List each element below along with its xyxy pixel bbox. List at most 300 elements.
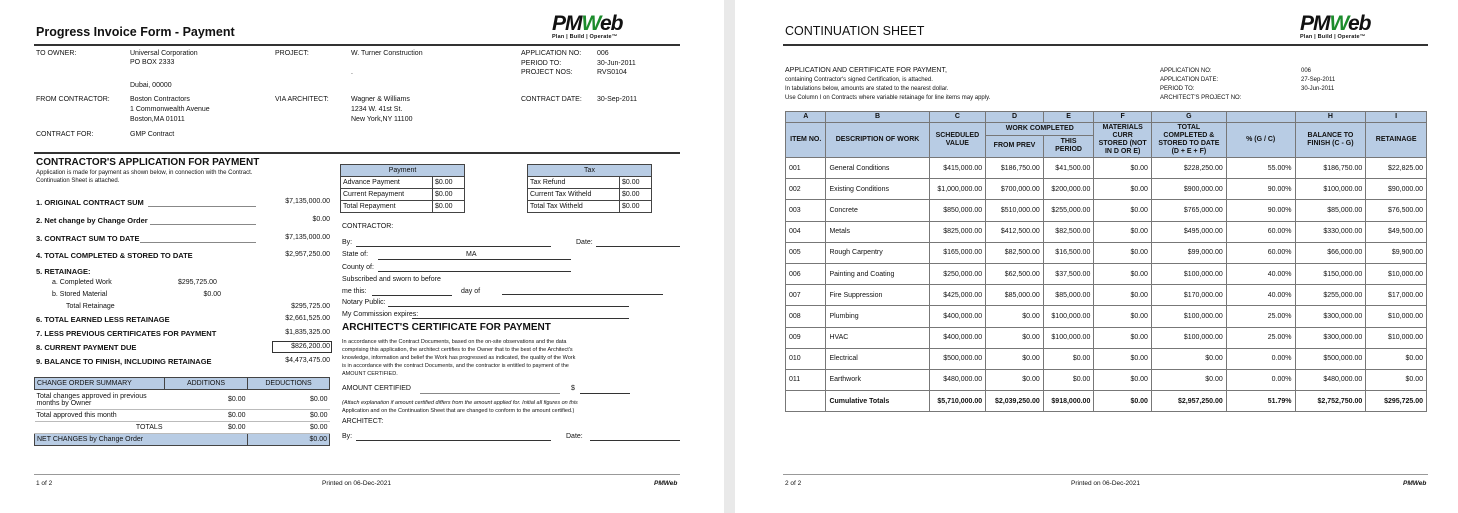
line-current-payment-due: 8. CURRENT PAYMENT DUE [36,343,137,352]
payment-label: Advance Payment [341,177,433,189]
header-balance: BALANCE TO FINISH (C - G) [1295,123,1366,158]
table-cell: $500,000.00 [1295,348,1366,369]
line-original-contract-sum: 1. ORIGINAL CONTRACT SUM [36,198,144,207]
original-contract-sum-value: $7,135,000.00 [285,198,330,205]
table-cell: $16,500.00 [1043,242,1094,263]
payment-table [340,164,465,213]
contractor-line: Boston,MA 01011 [130,116,185,123]
total-earned-value: $2,661,525.00 [285,315,330,322]
header-description: DESCRIPTION OF WORK [826,123,929,158]
leader-line [148,206,256,207]
project-label: PROJECT: [275,50,309,57]
architect-text-line: AMOUNT CERTIFIED. [342,371,398,377]
tax-label: Current Tax Witheld [528,189,620,201]
line-balance-to-finish: 9. BALANCE TO FINISH, INCLUDING RETAINAGE [36,357,212,366]
table-cell: 007 [786,285,826,306]
table-cell: $228,250.00 [1151,158,1226,179]
payment-value: $0.00 [433,201,465,213]
table-cell: 0.00% [1226,369,1295,390]
intro-line: containing Contractor's signed Certification, is attached. [785,77,933,83]
table-cell: $150,000.00 [1295,263,1366,284]
col-letter: D [986,112,1044,123]
table-cell: $9,900.00 [1366,242,1427,263]
footer-page: 1 of 2 [36,480,53,487]
col-letter: B [826,112,929,123]
co-header: ADDITIONS [165,378,248,390]
logo-wordmark: PMWeb [1300,12,1371,35]
table-cell: $85,000.00 [1295,200,1366,221]
logo-tagline: Plan | Build | Operate™ [552,34,618,40]
payment-value: $0.00 [433,177,465,189]
table-cell: $765,000.00 [1151,200,1226,221]
tax-table [527,164,652,213]
table-cell: $2,039,250.00 [986,391,1044,412]
table-cell: 51.79% [1226,391,1295,412]
app-date-label: APPLICATION DATE: [1160,77,1219,83]
project-value: W. Turner Construction [351,50,423,57]
table-row [786,179,1427,200]
intro-line: APPLICATION AND CERTIFICATE FOR PAYMENT, [785,67,947,74]
owner-line: Universal Corporation [130,50,198,57]
table-cell: $1,000,000.00 [929,179,986,200]
table-cell: $85,000.00 [1043,285,1094,306]
co-row-label: TOTALS [35,422,165,434]
header-percent: % (G / C) [1226,123,1295,158]
table-cell: Plumbing [826,306,929,327]
current-payment-due-value: $826,200.00 [291,343,330,350]
header-row [786,123,1427,136]
architect-line: 1234 W. 41st St. [351,106,403,113]
table-cell: $0.00 [1094,327,1152,348]
architect-text-line: comprising this application, the architect certifies to the Owner that to the best of the Architect's [342,347,573,353]
project-nos-label: PROJECT NOS: [521,69,573,76]
co-header: DEDUCTIONS [248,378,330,390]
table-cell: $90,000.00 [1366,179,1427,200]
application-no: 006 [597,50,609,57]
project-dot: . [351,69,353,76]
table-cell: $0.00 [1094,285,1152,306]
table-cell: $0.00 [1094,179,1152,200]
header-divider [783,44,1428,46]
table-row [786,369,1427,390]
tax-value: $0.00 [620,177,652,189]
co-additions: $0.00 [165,422,248,434]
header-divider [34,44,680,46]
table-cell: $900,000.00 [1151,179,1226,200]
table-cell: 001 [786,158,826,179]
col-letter: C [929,112,986,123]
payment-header: Payment [341,165,465,177]
table-cell: 002 [786,179,826,200]
col-letter: H [1295,112,1366,123]
table-cell: $412,500.00 [986,221,1044,242]
col-letter: G [1151,112,1226,123]
state-label: State of: [342,251,369,258]
contract-date-label: CONTRACT DATE: [521,96,582,103]
previous-certificates-value: $1,835,325.00 [285,329,330,336]
table-row [786,221,1427,242]
line-net-change: 2. Net change by Change Order [36,216,148,225]
table-cell: $49,500.00 [1366,221,1427,242]
sworn-label: Subscribed and sworn to before [342,276,441,283]
logo-wordmark: PMWeb [552,12,623,35]
application-intro: Continuation Sheet is attached. [36,178,120,184]
table-row [786,306,1427,327]
table-cell: $99,000.00 [1151,242,1226,263]
pmweb-logo [1300,14,1370,40]
table-cell: $100,000.00 [1043,327,1094,348]
tax-value: $0.00 [620,201,652,213]
period-to-label: PERIOD TO: [521,60,562,67]
table-cell: $495,000.00 [1151,221,1226,242]
table-cell: $0.00 [986,327,1044,348]
app-no: 006 [1301,68,1312,74]
table-cell: $100,000.00 [1295,179,1366,200]
retainage-completed-label: a. Completed Work [52,279,112,286]
co-net-label: NET CHANGES by Change Order [35,434,248,446]
col-letter: F [1094,112,1152,123]
amount-dollar-sign: $ [571,385,575,392]
table-cell: Existing Conditions [826,179,929,200]
table-cell: $255,000.00 [1295,285,1366,306]
table-cell: $0.00 [986,348,1044,369]
table-cell: $300,000.00 [1295,327,1366,348]
co-row [35,390,330,410]
table-cell: $0.00 [1094,263,1152,284]
contractor-sig-label: CONTRACTOR: [342,223,394,230]
table-cell: $0.00 [1094,200,1152,221]
architect-text-line: knowledge, information and belief the Work has progressed as indicated, the quality of the Work [342,355,576,361]
header-item-no: ITEM NO. [786,123,826,158]
table-row [786,263,1427,284]
header-scheduled-value: SCHEDULED VALUE [929,123,986,158]
state-line[interactable] [378,259,571,260]
table-cell: $10,000.00 [1366,263,1427,284]
continuation-table [785,111,1427,412]
table-cell: 009 [786,327,826,348]
period-to: 30-Jun-2011 [1301,86,1335,92]
via-architect-label: VIA ARCHITECT: [275,96,329,103]
table-cell: Painting and Coating [826,263,929,284]
architect-date-line[interactable] [590,440,680,441]
app-date: 27-Sep-2011 [1301,77,1336,83]
table-cell: $0.00 [1094,242,1152,263]
header-materials: MATERIALS CURR STORED (NOT IN D OR E) [1094,123,1152,158]
table-cell: 25.00% [1226,327,1295,348]
table-cell: $82,500.00 [1043,221,1094,242]
tax-label: Total Tax Witheld [528,201,620,213]
table-row [786,285,1427,306]
application-no-label: APPLICATION NO: [521,50,582,57]
table-cell: 60.00% [1226,242,1295,263]
co-row [35,410,330,422]
retainage-stored-value: $0.00 [203,291,221,298]
logo-tagline: Plan | Build | Operate™ [1300,34,1366,40]
table-cell: 005 [786,242,826,263]
table-cell: Electrical [826,348,929,369]
table-cell: $415,000.00 [929,158,986,179]
table-cell: $0.00 [1366,348,1427,369]
architect-date-label: Date: [566,433,583,440]
county-line[interactable] [378,271,571,272]
architect-line: New York,NY 11100 [351,116,413,123]
table-row [786,158,1427,179]
co-row-label: Total approved this month [35,410,165,422]
table-cell: $10,000.00 [1366,327,1427,348]
app-no-label: APPLICATION NO: [1160,68,1212,74]
day-of-label: day of [461,288,481,295]
table-cell: Rough Carpentry [826,242,929,263]
table-cell: $62,500.00 [986,263,1044,284]
pmweb-logo [552,14,622,40]
table-cell: General Conditions [826,158,929,179]
table-cell: $41,500.00 [1043,158,1094,179]
day-of-line[interactable] [502,294,663,295]
col-letter: E [1043,112,1094,123]
table-cell [786,391,826,412]
table-cell: $0.00 [986,369,1044,390]
header-from-prev: FROM PREV [986,135,1044,157]
amount-leader [420,393,560,394]
line-total-completed: 4. TOTAL COMPLETED & STORED TO DATE [36,251,193,260]
line-previous-certificates: 7. LESS PREVIOUS CERTIFICATES FOR PAYMENT [36,329,217,338]
footer-divider [783,474,1428,475]
table-cell: $200,000.00 [1043,179,1094,200]
net-change-value: $0.00 [312,216,330,223]
table-cell: $0.00 [1043,369,1094,390]
table-cell: $100,000.00 [1043,306,1094,327]
table-cell: $170,000.00 [1151,285,1226,306]
co-additions: $0.00 [165,410,248,422]
total-retainage-label: Total Retainage [66,303,115,310]
retainage-completed-value: $295,725.00 [178,279,217,286]
owner-line: Dubai, 00000 [130,82,172,89]
table-cell: $250,000.00 [929,263,986,284]
table-cell: $700,000.00 [986,179,1044,200]
amount-line[interactable] [580,393,630,394]
table-cell: $2,957,250.00 [1151,391,1226,412]
table-cell: $85,000.00 [986,285,1044,306]
line-contract-sum-to-date: 3. CONTRACT SUM TO DATE [36,234,140,243]
table-cell: $400,000.00 [929,306,986,327]
table-cell: $255,000.00 [1043,200,1094,221]
table-cell: $22,825.00 [1366,158,1427,179]
footer-page: 2 of 2 [785,480,802,487]
intro-line: In tabulations below, amounts are stated to the nearest dollar. [785,86,949,92]
table-cell: $2,752,750.00 [1295,391,1366,412]
table-cell: $76,500.00 [1366,200,1427,221]
co-deductions: $0.00 [248,410,330,422]
commission-line[interactable] [412,318,629,319]
date-line[interactable] [596,246,680,247]
table-cell: $10,000.00 [1366,306,1427,327]
state-value: MA [466,251,477,258]
table-row [786,200,1427,221]
table-cell: $480,000.00 [929,369,986,390]
table-cell: 90.00% [1226,200,1295,221]
architect-sig-label: ARCHITECT: [342,418,384,425]
by-label: By: [342,239,353,246]
totals-row [786,391,1427,412]
table-cell: $330,000.00 [1295,221,1366,242]
me-this-label: me this: [342,288,367,295]
period-to-label: PERIOD TO: [1160,86,1195,92]
commission-label: My Commission expires: [342,311,419,318]
contract-sum-to-date-value: $7,135,000.00 [285,234,330,241]
table-cell: 010 [786,348,826,369]
notary-label: Notary Public: [342,299,386,306]
co-header: CHANGE ORDER SUMMARY [35,378,165,390]
table-cell: 60.00% [1226,221,1295,242]
notary-line[interactable] [388,306,629,307]
table-cell: $0.00 [1094,391,1152,412]
architect-project-no-label: ARCHITECT'S PROJECT NO: [1160,95,1242,101]
contract-for: GMP Contract [130,131,175,138]
table-cell: $295,725.00 [1366,391,1427,412]
table-cell: $0.00 [1094,221,1152,242]
table-cell: $510,000.00 [986,200,1044,221]
table-cell: Fire Suppression [826,285,929,306]
county-label: County of: [342,264,374,271]
footer-divider [34,474,680,475]
continuation-page-2 [735,0,1458,513]
co-row-label: Total changes approved in previous months by Owner [35,390,165,410]
header-total-completed: TOTAL COMPLETED & STORED TO DATE (D + E + F) [1151,123,1226,158]
column-letter-row [786,112,1427,123]
owner-line: PO BOX 2333 [130,59,175,66]
contractor-line: Boston Contractors [130,96,190,103]
table-cell: $425,000.00 [929,285,986,306]
payment-label: Current Repayment [341,189,433,201]
table-cell: Metals [826,221,929,242]
table-cell: 006 [786,263,826,284]
co-net-value: $0.00 [248,434,330,446]
table-cell: 004 [786,221,826,242]
by-line[interactable] [356,246,551,247]
table-cell: $0.00 [1094,348,1152,369]
table-cell: $5,710,000.00 [929,391,986,412]
period-to: 30-Jun-2011 [597,60,636,67]
date-label: Date: [576,239,593,246]
me-this-line[interactable] [372,295,452,296]
table-cell: $0.00 [1094,306,1152,327]
footer-brand: PMWeb [654,480,678,487]
table-cell: $0.00 [1151,369,1226,390]
header-retainage: RETAINAGE [1366,123,1427,158]
footer-printed: Printed on 06-Dec-2021 [1071,480,1141,487]
table-cell: $0.00 [1151,348,1226,369]
payment-label: Total Repayment [341,201,433,213]
table-cell: $186,750.00 [1295,158,1366,179]
table-cell: $100,000.00 [1151,327,1226,348]
attach-text-line: Application and on the Continuation Sheet that are changed to conform to the amount certified.) [342,408,575,414]
table-cell: 011 [786,369,826,390]
header-this-period: THIS PERIOD [1043,135,1094,157]
footer-brand: PMWeb [1403,480,1427,487]
contractor-line: 1 Commonwealth Avenue [130,106,210,113]
co-additions: $0.00 [165,390,248,410]
tax-value: $0.00 [620,189,652,201]
header-work-completed: WORK COMPLETED [986,123,1094,136]
total-completed-value: $2,957,250.00 [285,251,330,258]
to-owner-label: TO OWNER: [36,50,77,57]
table-row [786,348,1427,369]
amount-certified-label: AMOUNT CERTIFIED [342,385,411,392]
co-row [35,422,330,434]
architect-heading: ARCHITECT'S CERTIFICATE FOR PAYMENT [342,322,551,333]
table-cell: $0.00 [1043,348,1094,369]
table-cell: $0.00 [1094,369,1152,390]
table-cell: $0.00 [986,306,1044,327]
total-retainage-value: $295,725.00 [291,303,330,310]
attach-text-line: (Attach explanation if amount certified differs from the amount applied for. Initial all figures on this [342,400,578,406]
table-cell: $82,500.00 [986,242,1044,263]
table-cell: HVAC [826,327,929,348]
application-intro: Application is made for payment as shown below, in connection with the Contract. [36,170,253,176]
table-cell: 40.00% [1226,285,1295,306]
tax-label: Tax Refund [528,177,620,189]
table-cell: Earthwork [826,369,929,390]
table-cell: 55.00% [1226,158,1295,179]
table-cell: $37,500.00 [1043,263,1094,284]
application-heading: CONTRACTOR'S APPLICATION FOR PAYMENT [36,157,260,168]
table-cell: $100,000.00 [1151,263,1226,284]
table-cell: $300,000.00 [1295,306,1366,327]
table-cell: $850,000.00 [929,200,986,221]
table-cell: $825,000.00 [929,221,986,242]
table-cell: $918,000.00 [1043,391,1094,412]
col-letter [1226,112,1295,123]
table-cell: $500,000.00 [929,348,986,369]
change-order-summary-table [34,377,330,446]
architect-by-line[interactable] [356,440,551,441]
table-row [786,327,1427,348]
table-cell: 90.00% [1226,179,1295,200]
retainage-label: 5. RETAINAGE: [36,267,91,276]
page-title: Progress Invoice Form - Payment [36,25,235,39]
invoice-page-1 [0,0,724,513]
leader-line [150,224,256,225]
table-cell: 008 [786,306,826,327]
co-deductions: $0.00 [248,422,330,434]
table-row [786,242,1427,263]
col-letter: I [1366,112,1427,123]
line-total-earned: 6. TOTAL EARNED LESS RETAINAGE [36,315,170,324]
table-cell: $186,750.00 [986,158,1044,179]
table-cell: 40.00% [1226,263,1295,284]
tax-header: Tax [528,165,652,177]
co-deductions: $0.00 [248,390,330,410]
table-cell: $400,000.00 [929,327,986,348]
table-cell: $17,000.00 [1366,285,1427,306]
table-cell: $100,000.00 [1151,306,1226,327]
table-cell: 25.00% [1226,306,1295,327]
table-cell: 003 [786,200,826,221]
contract-for-label: CONTRACT FOR: [36,131,94,138]
section-divider [34,152,680,154]
project-nos: RVS0104 [597,69,627,76]
table-cell: $0.00 [1366,369,1427,390]
footer-printed: Printed on 06-Dec-2021 [322,480,392,487]
continuation-title: CONTINUATION SHEET [785,24,925,38]
table-cell: Concrete [826,200,929,221]
table-cell: 0.00% [1226,348,1295,369]
table-cell: $165,000.00 [929,242,986,263]
architect-line: Wagner & Williams [351,96,410,103]
col-letter: A [786,112,826,123]
architect-by-label: By: [342,433,353,440]
table-cell: $480,000.00 [1295,369,1366,390]
